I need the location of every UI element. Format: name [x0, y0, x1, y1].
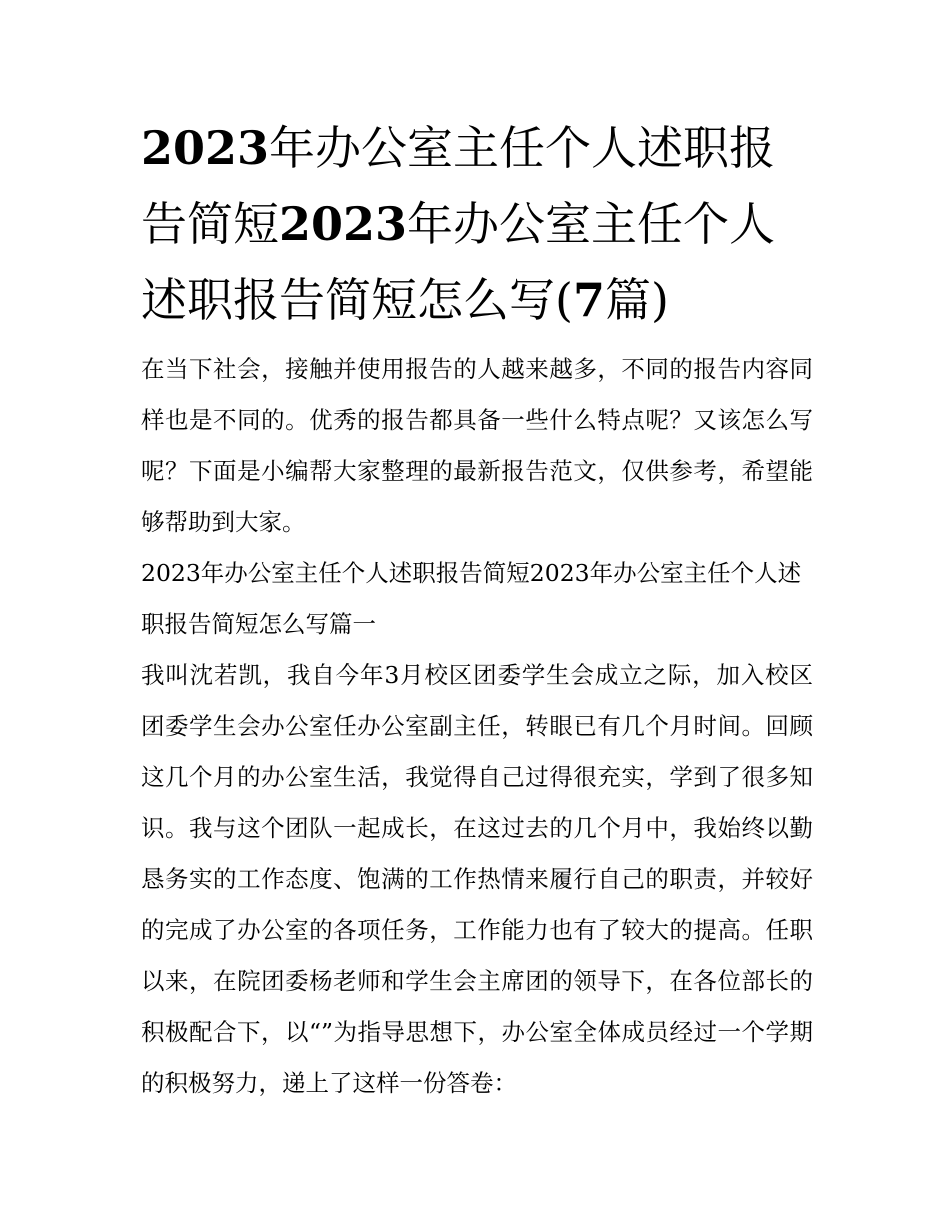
document-title: [141, 110, 813, 338]
intro-paragraph: 在当下社会，接触并使用报告的人越来越多，不同的报告内容同样也是不同的。优秀的报告都具备一些什么特点呢？又该怎么写呢？下面是小编帮大家整理的最新报告范文，仅供参考，希望能够帮助到大家。: [141, 355, 813, 536]
title-part: 2023: [279, 197, 408, 251]
body-paragraph: 我叫沈若凯，我自今年3月校区团委学生会成立之际，加入校区团委学生会办公室任办公室副主任，转眼已有几个月时间。回顾这几个月的办公室生活，我觉得自己过得很充实，学到了很多知识。我与这个团队一起成长，在这过去的几个月中，我始终以勤恳务实的工作态度、饱满的工作热情来履行自己的职责，并较好的完成了办公室的各项任务，工作能力也有了较大的提高。任职以来，在院团委杨老师和学生会主席团的领导下，在各位部长的积极配合下，以“”为指导思想下，办公室全体成员经过一个学期的积极努力，递上了这样一份答卷：: [141, 661, 813, 1097]
section-heading: 2023年办公室主任个人述职报告简短2023年办公室主任个人述职报告简短怎么写篇一: [141, 559, 802, 638]
title-part: 7: [572, 273, 605, 327]
title-part: 年办公室主任个人述职报告简短: [141, 121, 776, 251]
title-part: 2023: [141, 121, 270, 175]
title-part: 年办公室主任个人述职报告简短怎么写(: [141, 197, 776, 327]
document-page: [141, 110, 813, 1109]
title-part: 篇): [604, 273, 669, 327]
